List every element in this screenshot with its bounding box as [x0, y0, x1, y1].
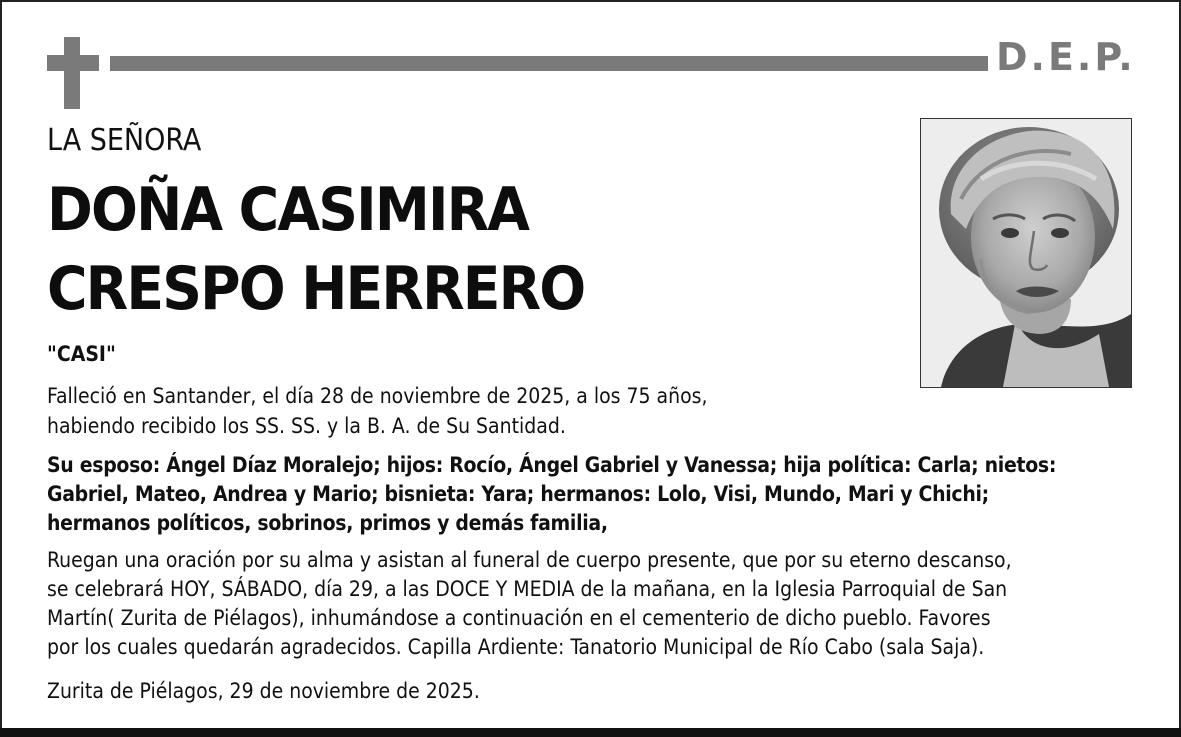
header-rule [110, 56, 988, 71]
dep-label: D.E.P. [996, 35, 1136, 79]
funeral-details [47, 546, 1157, 662]
death-announcement [47, 381, 867, 441]
frame-top-border [0, 0, 1181, 2]
family-list [47, 451, 1147, 538]
intro-line: habiendo recibido los SS. SS. y la B. A. de Su Santidad. [47, 414, 566, 438]
frame-bottom-border [0, 728, 1181, 737]
family-line: Su esposo: Ángel Díaz Moralejo; hijos: Rocío, Ángel Gabriel y Vanessa; hija política: Carla; nietos: [47, 453, 1057, 477]
funeral-line: Martín( Zurita de Piélagos), inhumándose a continuación en el cementerio de dicho pueblo. Favores [47, 606, 991, 630]
cross-icon [47, 37, 99, 109]
intro-line: Falleció en Santander, el día 28 de noviembre de 2025, a los 75 años, [47, 384, 708, 408]
dateline: Zurita de Piélagos, 29 de noviembre de 2025. [47, 679, 480, 703]
family-line: hermanos políticos, sobrinos, primos y demás familia, [47, 511, 608, 535]
deceased-name-line-2: CRESPO HERRERO [47, 254, 585, 324]
frame-left-border [0, 0, 2, 737]
portrait-photo [920, 118, 1132, 388]
deceased-name-line-1: DOÑA CASIMIRA [47, 175, 529, 245]
family-line: Gabriel, Mateo, Andrea y Mario; bisnieta: Yara; hermanos: Lolo, Visi, Mundo, Mari y Chichi; [47, 482, 989, 506]
funeral-line: se celebrará HOY, SÁBADO, día 29, a las DOCE Y MEDIA de la mañana, en la Iglesia Parroquial de San [47, 577, 1008, 601]
nickname: "CASI" [47, 342, 116, 366]
funeral-line: Ruegan una oración por su alma y asistan al funeral de cuerpo presente, que por su eterno descanso, [47, 548, 1012, 572]
honorific: LA SEÑORA [47, 123, 202, 158]
funeral-line: por los cuales quedarán agradecidos. Capilla Ardiente: Tanatorio Municipal de Río Cabo (sala Saja). [47, 635, 985, 659]
portrait-icon [921, 119, 1131, 387]
